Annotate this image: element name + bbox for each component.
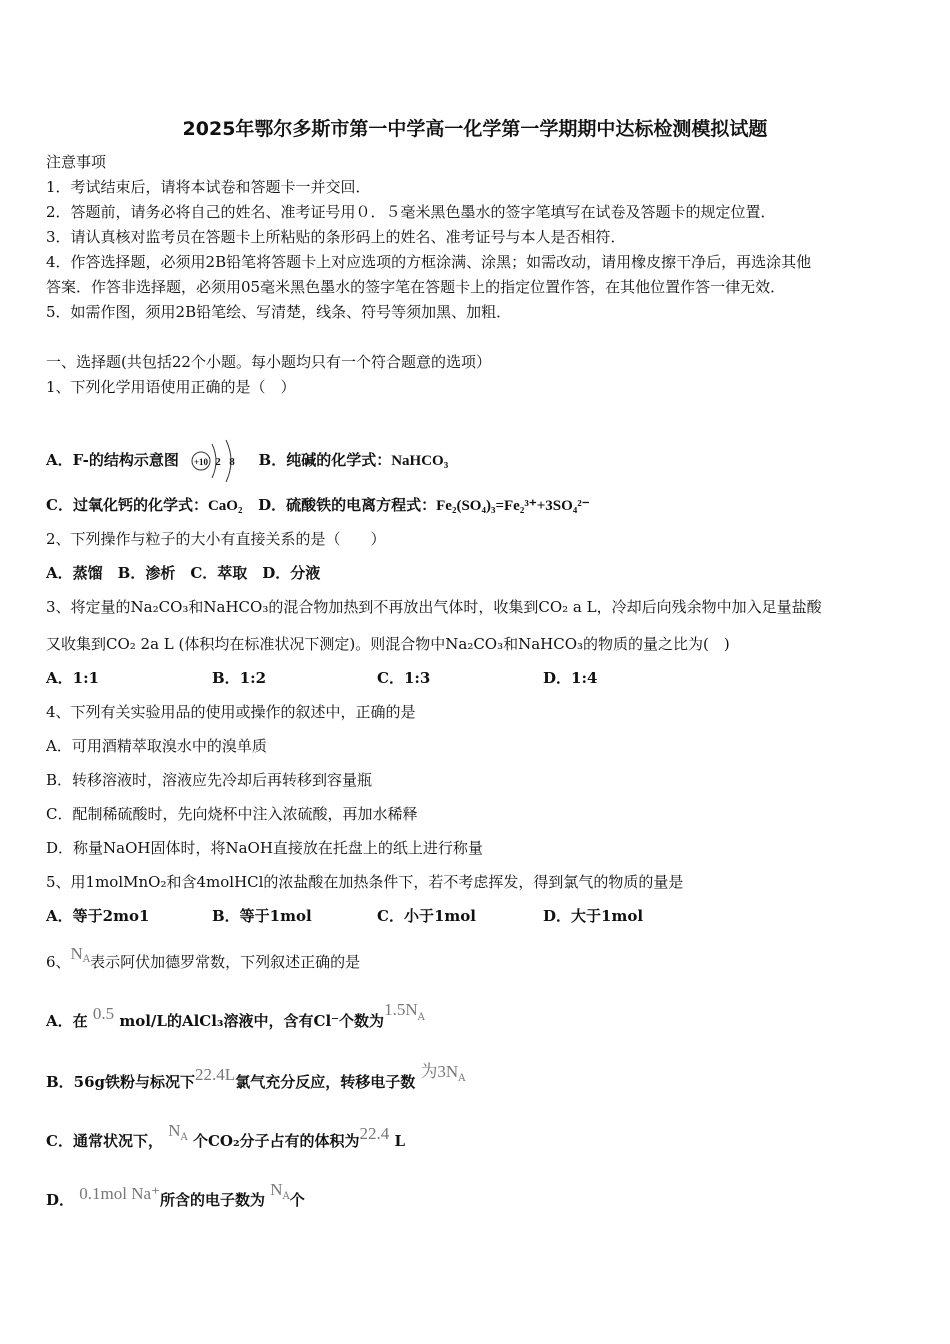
question-3-option-a: A．1:1 <box>46 669 100 687</box>
question-3-option-c: C．1:3 <box>377 669 431 687</box>
page-title: 2025年鄂尔多斯市第一中学高一化学第一学期期中达标检测模拟试题 <box>182 118 768 140</box>
question-6-stem: 6、$N^A$表示阿伏加德罗常数，下列叙述正确的是 <box>46 944 361 971</box>
question-4-option-d: D．称量NaOH固体时，将NaOH直接放在托盘上的纸上进行称量 <box>46 839 483 857</box>
question-5-option-a: A．等于2mo1 <box>46 907 150 925</box>
section-heading: 一、选择题(共包括22个小题。每小题均只有一个符合题意的选项） <box>46 353 491 371</box>
question-5-option-b: B．等于1mol <box>212 907 312 925</box>
question-3-option-b: B．1:2 <box>212 669 267 687</box>
atom-nucleus-label: +10 <box>194 457 209 467</box>
question-2-stem: 2、下列操作与粒子的大小有直接关系的是（ ） <box>46 530 386 548</box>
fluoride-structure-diagram <box>188 436 244 486</box>
question-5-option-c: C．小于1mol <box>377 907 476 925</box>
question-4-option-b: B．转移溶液时，溶液应先冷却后再转移到容量瓶 <box>46 771 373 789</box>
atom-shell-1-label: 2 <box>215 456 221 468</box>
note-item: 答案．作答非选择题，必须用05毫米黑色墨水的签字笔在答题卡上的指定位置作答，在其他位置作答一律无效． <box>46 278 786 296</box>
note-item: 3．请认真核对监考员在答题卡上所粘贴的条形码上的姓名、准考证号与本人是否相符． <box>46 228 626 246</box>
question-4-stem: 4、下列有关实验用品的使用或操作的叙述中，正确的是 <box>46 703 416 721</box>
notes-heading: 注意事项 <box>46 153 107 171</box>
q1-option-d-label: D．硫酸铁的电离方程式： <box>258 496 437 514</box>
question-6-option-b: B．56g铁粉与标况下22.4L氯气充分反应，转移电子数 为$3N^A$ <box>46 1062 466 1091</box>
q1-option-b-formula: NaHCO₃ <box>391 453 449 469</box>
note-item: 5．如需作图，须用2B铅笔绘、写清楚，线条、符号等须加黑、加粗． <box>46 303 512 321</box>
question-4-option-a: A．可用酒精萃取溴水中的溴单质 <box>46 737 267 755</box>
question-5-stem: 5、用1molMnO₂和含4molHCl的浓盐酸在加热条件下，若不考虑挥发，得到氯气的物质的量是 <box>46 873 684 891</box>
question-3-option-d: D．1:4 <box>543 669 598 687</box>
question-6-option-a: A．在 0.5 mol/L的AlCl₃溶液中，含有Cl⁻个数为$1.5N^A$ <box>46 1000 425 1030</box>
question-3-line-2: 又收集到CO₂ 2a L (体积均在标准状况下测定)。则混合物中Na₂CO₃和NaHCO₃的物质的量之比为( ) <box>46 635 730 653</box>
note-item: 4．作答选择题，必须用2B铅笔将答题卡上对应选项的方框涂满、涂黑；如需改动，请用橡皮擦干净后，再选涂其他 <box>46 253 812 271</box>
question-4-option-c: C．配制稀硫酸时，先向烧杯中注入浓硫酸，再加水稀释 <box>46 805 418 823</box>
note-item: 2．答题前，请务必将自己的姓名、准考证号用０．５毫米黑色墨水的签字笔填写在试卷及答题卡的规定位置． <box>46 203 776 221</box>
q1-option-c-label: C．过氧化钙的化学式： <box>46 496 208 514</box>
q1-option-d-formula: Fe₂(SO₄)₃=Fe₂³⁺+3SO₄²⁻ <box>436 498 590 514</box>
question-5-option-d: D．大于1mol <box>543 907 644 925</box>
question-1-option-cd <box>46 495 590 516</box>
q1-option-c-formula: CaO₂ <box>207 498 243 514</box>
atom-shell-2-label: 8 <box>229 456 235 468</box>
note-item: 1．考试结束后，请将本试卷和答题卡一并交回． <box>46 178 371 196</box>
question-3-line-1: 3、将定量的Na₂CO₃和NaHCO₃的混合物加热到不再放出气体时，收集到CO₂ a L，冷却后向残余物中加入足量盐酸 <box>46 598 822 616</box>
question-1-stem: 1、下列化学用语使用正确的是（ ） <box>46 378 296 396</box>
q1-option-a-label: A．F-的结构示意图 <box>46 451 179 469</box>
question-6-option-c: C．通常状况下， $N^A$ 个CO₂分子占有的体积为22.4 L <box>46 1121 406 1150</box>
question-1-option-ab <box>46 436 448 486</box>
question-6-option-d: D． 0.1mol Na⁺所含的电子数为 $N^A$个 <box>46 1180 305 1209</box>
question-2-options: A．蒸馏 B．渗析 C．萃取 D．分液 <box>46 564 321 582</box>
q1-option-b-label: B．纯碱的化学式： <box>258 451 392 469</box>
